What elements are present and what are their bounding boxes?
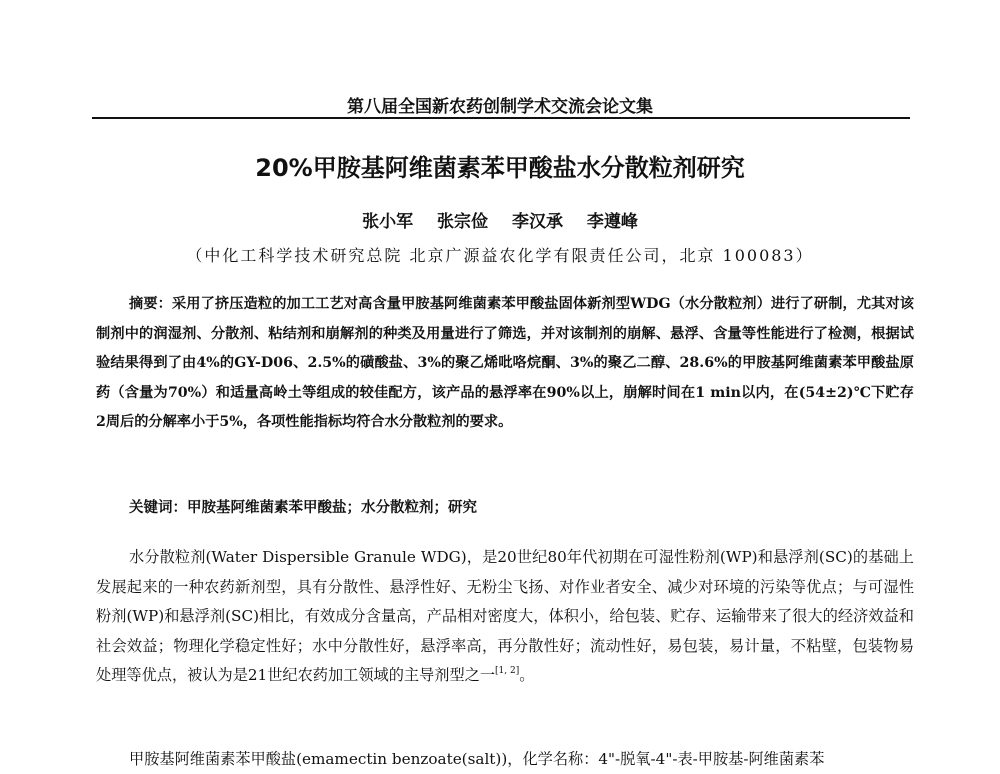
abstract-label: 摘要： xyxy=(129,296,172,312)
body-paragraph-partial: 甲胺基阿维菌素苯甲酸盐(emamectin benzoate(salt))，化学名称：4"-脱氧-4"-表-甲胺基-阿维菌素苯 xyxy=(129,750,825,768)
body-paragraph xyxy=(96,543,914,691)
keywords-text: 甲胺基阿维菌素苯甲酸盐；水分散粒剂；研究 xyxy=(187,499,477,516)
paper-title: 20%甲胺基阿维菌素苯甲酸盐水分散粒剂研究 xyxy=(255,154,745,182)
authors: 张小军 张宗俭 李汉承 李遵峰 xyxy=(362,212,638,232)
keywords-label: 关键词： xyxy=(129,499,187,516)
abstract xyxy=(96,290,914,438)
body-paragraph-text: 水分散粒剂(Water Dispersible Granule WDG)，是20世纪80年代初期在可湿性粉剂(WP)和悬浮剂(SC)的基础上发展起来的一种农药新剂型，具有分散性、悬浮性好、无粉尘飞扬、对作业者安全、减少对环境的污染等优点；与可湿性粉剂(WP)和悬浮剂(SC)相比，有效成分含量高，产品相对密度大，体积小，给包装、贮存、运输带来了很大的经济效益和社会效益；物理化学稳定性好；水中分散性好，悬浮率高，再分散性好；流动性好，易包装，易计量，不粘壁，包装物易处理等优点，被认为是21世纪农药加工领域的主导剂型之一 xyxy=(96,548,914,685)
abstract-text: 采用了挤压造粒的加工工艺对高含量甲胺基阿维菌素苯甲酸盐固体新剂型WDG（水分散粒剂）进行了研制，尤其对该制剂中的润湿剂、分散剂、粘结剂和崩解剂的种类及用量进行了筛选，并对该制剂的崩解、悬浮、含量等性能进行了检测，根据试验结果得到了由4%的GY-D06、2.5%的磺酸盐、3%的聚乙烯吡咯烷酮、3%的聚乙二醇、28.6%的甲胺基阿维菌素苯甲酸盐原药（含量为70%）和适量高岭土等组成的较佳配方，该产品的悬浮率在90%以上，崩解时间在1 min以内，在(54±2)℃下贮存2周后的分解率小于5%，各项性能指标均符合水分散粒剂的要求。 xyxy=(96,296,914,430)
affiliation: （中化工科学技术研究总院 北京广源益农化学有限责任公司，北京 100083） xyxy=(186,246,814,265)
keywords xyxy=(129,496,909,517)
citation: [1, 2] xyxy=(495,666,520,677)
header-rule xyxy=(92,117,910,119)
running-head: 第八届全国新农药创制学术交流会论文集 xyxy=(347,97,653,117)
paragraph-end: 。 xyxy=(519,666,535,685)
